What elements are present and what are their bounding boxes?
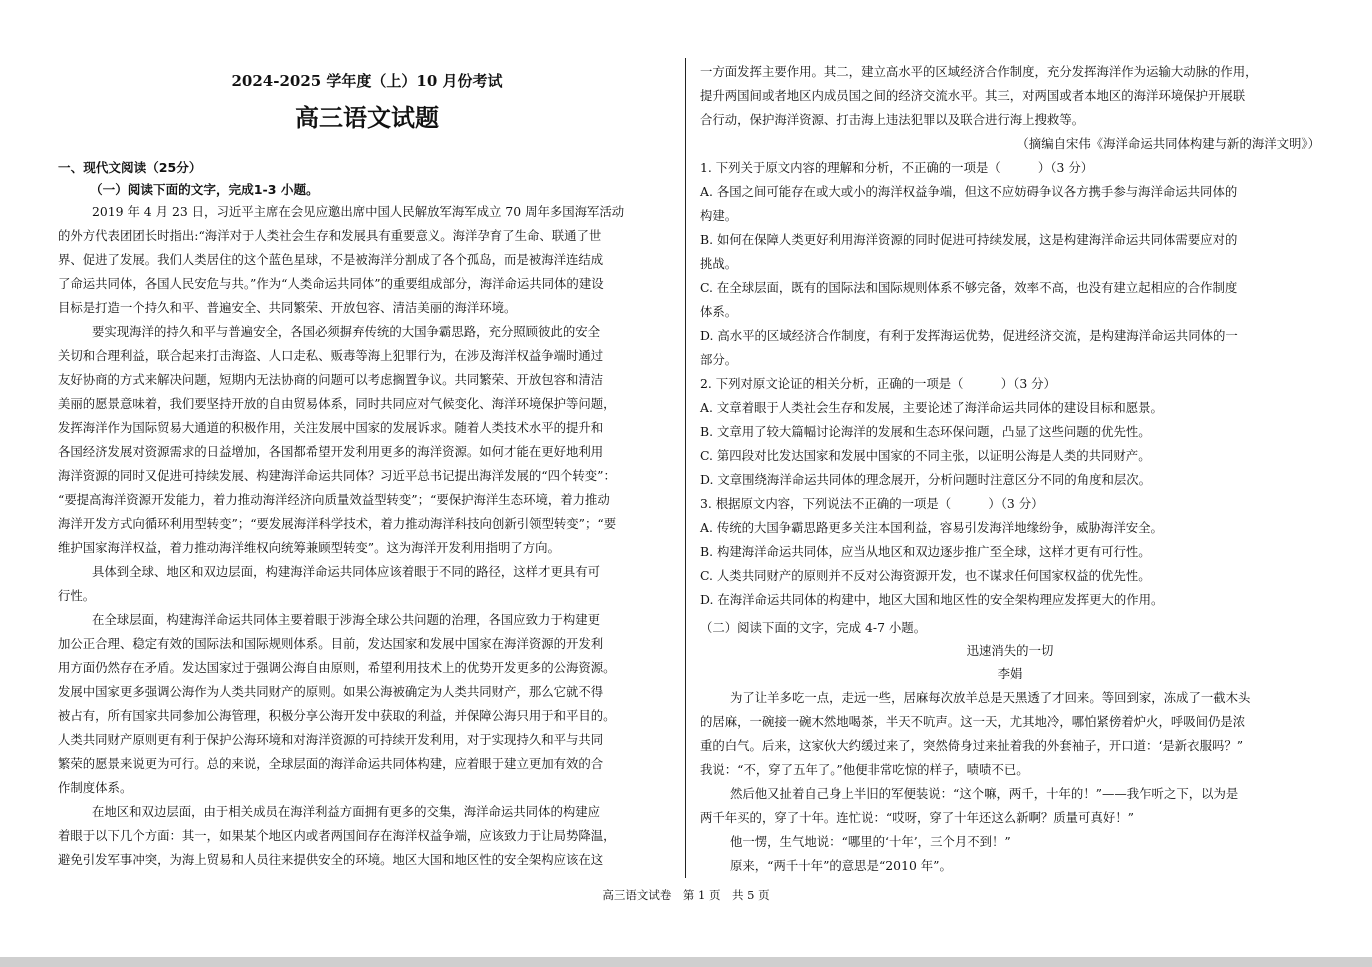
right-text-line: C. 第四段对比发达国家和发展中国家的不同主张，以证明公海是人类的共同财产。	[700, 448, 1151, 463]
right-text-line: 部分。	[700, 352, 738, 367]
right-text-line: D. 高水平的区域经济合作制度，有利于发挥海运优势，促进经济交流，是构建海洋命运共同体的一	[700, 328, 1238, 343]
column-divider	[685, 58, 686, 878]
right-text-line: 提升两国间或者地区内成员国之间的经济交流水平。其三，对两国或者本地区的海洋环境保护开展联	[700, 88, 1246, 103]
right-text-line: B. 如何在保障人类更好利用海洋资源的同时促进可持续发展，这是构建海洋命运共同体需要应对的	[700, 232, 1238, 247]
right-text-line: 挑战。	[700, 256, 738, 271]
right-text-line: A. 传统的大国争霸思路更多关注本国利益，容易引发海洋地缘纷争，威胁海洋安全。	[700, 520, 1163, 535]
left-text-line: 人类共同财产原则更有利于保护公海环境和对海洋资源的可持续开发利用，对于实现持久和平与共同	[58, 732, 604, 747]
right-text-line: （二）阅读下面的文字，完成 4-7 小题。	[700, 620, 927, 635]
left-text-line: 目标是打造一个持久和平、普遍安全、共同繁荣、开放包容、清洁美丽的海洋环境。	[58, 300, 517, 315]
right-text-line: 迅速消失的一切	[966, 643, 1054, 658]
left-text-line: 发挥海洋作为国际贸易大通道的积极作用，关注发展中国家的发展诉求。随着人类技术水平的提升和	[58, 420, 604, 435]
left-text-line: 美丽的愿景意味着，我们要坚持开放的自由贸易体系，同时共同应对气候变化、海洋环境保护等问题，	[58, 396, 616, 411]
left-text-line: （一）阅读下面的文字，完成1-3 小题。	[90, 182, 319, 197]
left-text-line: “要提高海洋资源开发能力，着力推动海洋经济向质量效益型转变”；“要保护海洋生态环境，着力推动	[58, 492, 610, 507]
right-text-line: 2. 下列对原文论证的相关分析，正确的一项是（ ）（3 分）	[700, 376, 1056, 391]
left-text-line: 各国经济发展对资源需求的日益增加，各国都希望开发利用更多的海洋资源。如何才能在更好地利用	[58, 444, 604, 459]
right-text-line: 我说：“不，穿了五年了。”他便非常吃惊的样子，啧啧不已。	[700, 762, 1029, 777]
left-text-line: 海洋开发方式向循环利用型转变”；“要发展海洋科学技术，着力推动海洋科技向创新引领型转变”；“要	[58, 516, 617, 531]
left-text-line: 的外方代表团团长时指出:“海洋对于人类社会生存和发展具有重要意义。海洋孕育了生命、联通了世	[58, 228, 602, 243]
right-text-line: 合行动，保护海洋资源、打击海上违法犯罪以及联合进行海上搜救等。	[700, 112, 1085, 127]
left-text-line: 繁荣的愿景来说更为可行。总的来说，全球层面的海洋命运共同体构建，应着眼于建立更加有效的合	[58, 756, 604, 771]
subject-title: 高三语文试题	[295, 104, 439, 132]
right-text-line: D. 文章围绕海洋命运共同体的理念展开，分析问题时注意区分不同的角度和层次。	[700, 472, 1152, 487]
left-text-line: 用方面仍然存在矛盾。发达国家过于强调公海自由原则，希望利用技术上的优势开发更多的公海资源。	[58, 660, 616, 675]
right-text-line: A. 各国之间可能存在或大或小的海洋权益争端，但这不应妨碍争议各方携手参与海洋命运共同体的	[700, 184, 1238, 199]
left-text-line: 维护国家海洋权益，着力推动海洋维权向统筹兼顾型转变”。这为海洋开发利用指明了方向。	[58, 540, 560, 555]
right-text-line: 为了让羊多吃一点，走远一些，居麻每次放羊总是天黑透了才回来。等回到家，冻成了一截木头	[730, 690, 1251, 705]
exam-title: 2024-2025 学年度（上）10 月份考试	[231, 72, 503, 90]
right-text-line: 一方面发挥主要作用。其二，建立高水平的区域经济合作制度，充分发挥海洋作为运输大动脉的作用，	[700, 64, 1258, 79]
left-text-line: 在地区和双边层面，由于相关成员在海洋利益方面拥有更多的交集，海洋命运共同体的构建应	[92, 804, 601, 819]
page-footer: 高三语文试卷 第 1 页 共 5 页	[602, 888, 770, 902]
right-text-line: 原来，“两千十年”的意思是“2010 年”。	[730, 858, 952, 873]
left-text-line: 加公正合理、稳定有效的国际法和国际规则体系。目前，发达国家和发展中国家在海洋资源的开发利	[58, 636, 604, 651]
right-text-line: A. 文章着眼于人类社会生存和发展，主要论述了海洋命运共同体的建设目标和愿景。	[700, 400, 1163, 415]
right-text-line: 他一愣，生气地说：“哪里的‘十年’，三个月不到！”	[730, 834, 1011, 849]
right-text-line: C. 人类共同财产的原则并不反对公海资源开发，也不谋求任何国家权益的优先性。	[700, 568, 1151, 583]
left-text-line: 避免引发军事冲突，为海上贸易和人员往来提供安全的环境。地区大国和地区性的安全架构应该在这	[58, 852, 604, 867]
left-text-line: 友好协商的方式来解决问题，短期内无法协商的问题可以考虑搁置争议。共同繁荣、开放包容和清洁	[58, 372, 604, 387]
left-text-line: 着眼于以下几个方面：其一，如果某个地区内或者两国间存在海洋权益争端，应该致力于让局势降温，	[58, 828, 616, 843]
bottom-strip	[0, 957, 1372, 967]
right-text-line: D. 在海洋命运共同体的构建中，地区大国和地区性的安全架构理应发挥更大的作用。	[700, 592, 1164, 607]
left-text-line: 行性。	[58, 588, 96, 603]
right-text-line: B. 构建海洋命运共同体，应当从地区和双边逐步推广至全球，这样才更有可行性。	[700, 544, 1151, 559]
right-text-line: 构建。	[700, 208, 738, 223]
right-text-line: 体系。	[700, 304, 738, 319]
left-text-line: 2019 年 4 月 23 日，习近平主席在会见应邀出席中国人民解放军海军成立 70 周年多国海军活动	[92, 204, 625, 219]
left-text-line: 界、促进了发展。我们人类居住的这个蓝色星球，不是被海洋分割成了各个孤岛，而是被海洋连结成	[58, 252, 604, 267]
right-text-line: （摘编自宋伟《海洋命运共同体构建与新的海洋文明》）	[1016, 136, 1320, 151]
left-text-line: 了命运共同体，各国人民安危与共。”作为“人类命运共同体”的重要组成部分，海洋命运共同体的建设	[58, 276, 604, 291]
left-text-line: 在全球层面，构建海洋命运共同体主要着眼于涉海全球公共问题的治理，各国应致力于构建更	[92, 612, 601, 627]
left-text-line: 具体到全球、地区和双边层面，构建海洋命运共同体应该着眼于不同的路径，这样才更具有可	[92, 564, 601, 579]
left-text-line: 海洋资源的同时又促进可持续发展、构建海洋命运共同体？习近平总书记提出海洋发展的“四个转变”：	[58, 468, 616, 483]
left-text-line: 关切和合理利益，联合起来打击海盗、人口走私、贩毒等海上犯罪行为，在涉及海洋权益争端时通过	[58, 348, 604, 363]
right-text-line: 的居麻，一碗接一碗木然地喝茶，半天不吭声。这一天，尤其地冷，哪怕紧傍着炉火，呼吸间仍是浓	[700, 714, 1246, 729]
left-text-line: 要实现海洋的持久和平与普遍安全，各国必须摒弃传统的大国争霸思路，充分照顾彼此的安全	[92, 324, 601, 339]
left-text-line: 被占有，所有国家共同参加公海管理，积极分享公海开发中获取的利益，并保障公海只用于和平目的。	[58, 708, 616, 723]
right-text-line: 李娟	[997, 666, 1023, 681]
right-text-line: C. 在全球层面，既有的国际法和国际规则体系不够完备，效率不高，也没有建立起相应的合作制度	[700, 280, 1238, 295]
right-text-line: 然后他又扯着自己身上半旧的军便装说：“这个嘛，两千，十年的！”——我乍听之下，以为是	[730, 786, 1239, 801]
right-text-line: 重的白气。后来，这家伙大约缓过来了，突然倚身过来扯着我的外套袖子，开口道：‘是新衣服吗？”	[700, 738, 1244, 753]
left-text-line: 发展中国家更多强调公海作为人类共同财产的原则。如果公海被确定为人类共同财产，那么它就不得	[58, 684, 604, 699]
left-text-line: 作制度体系。	[58, 780, 133, 795]
left-text-line: 一、现代文阅读（25分）	[58, 160, 202, 175]
right-text-line: 3. 根据原文内容，下列说法不正确的一项是（ ）（3 分）	[700, 496, 1044, 511]
right-text-line: 两千年买的，穿了十年。连忙说：“哎呀，穿了十年还这么新啊？质量可真好！”	[700, 810, 1134, 825]
right-text-line: 1. 下列关于原文内容的理解和分析，不正确的一项是（ ）（3 分）	[700, 160, 1094, 175]
right-text-line: B. 文章用了较大篇幅讨论海洋的发展和生态环保问题，凸显了这些问题的优先性。	[700, 424, 1151, 439]
